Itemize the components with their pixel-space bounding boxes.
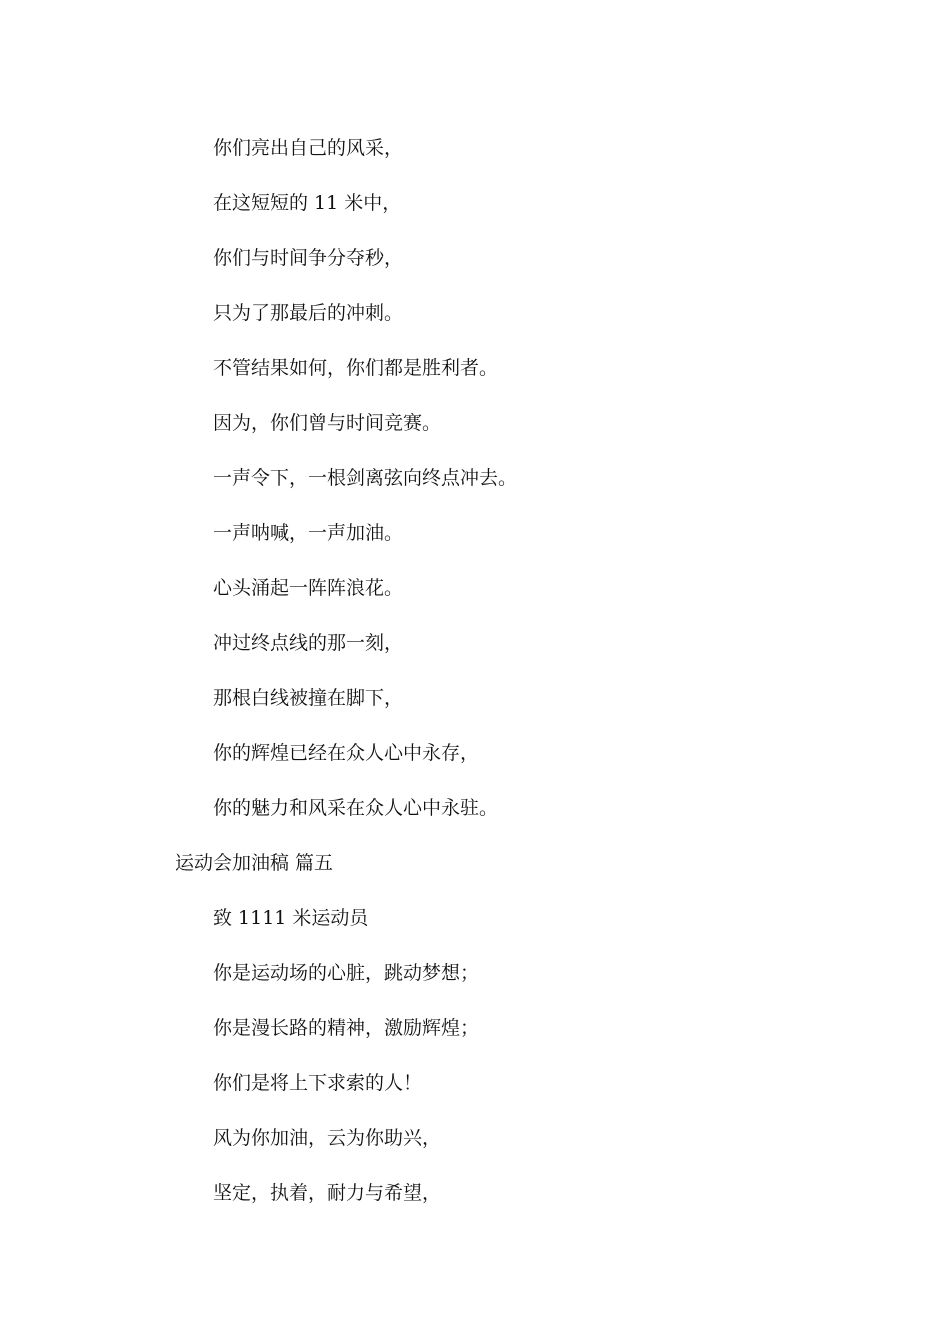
poem-line: 一声呐喊，一声加油。 — [213, 522, 404, 544]
poem-line: 只为了那最后的冲刺。 — [213, 302, 404, 324]
poem-line: 在这短短的 11 米中， — [213, 192, 402, 214]
poem-line: 心头涌起一阵阵浪花。 — [213, 577, 404, 599]
section-heading: 运动会加油稿 篇五 — [175, 852, 334, 874]
poem-line: 你是漫长路的精神，激励辉煌； — [213, 1017, 480, 1039]
poem-line: 一声令下，一根剑离弦向终点冲去。 — [213, 467, 518, 489]
poem-line: 不管结果如何，你们都是胜利者。 — [213, 357, 499, 379]
poem-line: 你们是将上下求索的人！ — [213, 1072, 423, 1094]
poem-line: 因为，你们曾与时间竞赛。 — [213, 412, 442, 434]
poem-line: 你的辉煌已经在众人心中永存， — [213, 742, 480, 764]
poem-line: 那根白线被撞在脚下， — [213, 687, 404, 709]
poem-line: 你的魅力和风采在众人心中永驻。 — [213, 797, 499, 819]
poem-line: 你们亮出自己的风采， — [213, 137, 404, 159]
poem-line: 冲过终点线的那一刻， — [213, 632, 404, 654]
poem-line: 你是运动场的心脏，跳动梦想； — [213, 962, 480, 984]
poem-line: 坚定，执着，耐力与希望， — [213, 1182, 442, 1204]
poem-line: 致 1111 米运动员 — [213, 907, 369, 929]
poem-line: 你们与时间争分夺秒， — [213, 247, 404, 269]
poem-line: 风为你加油，云为你助兴， — [213, 1127, 442, 1149]
